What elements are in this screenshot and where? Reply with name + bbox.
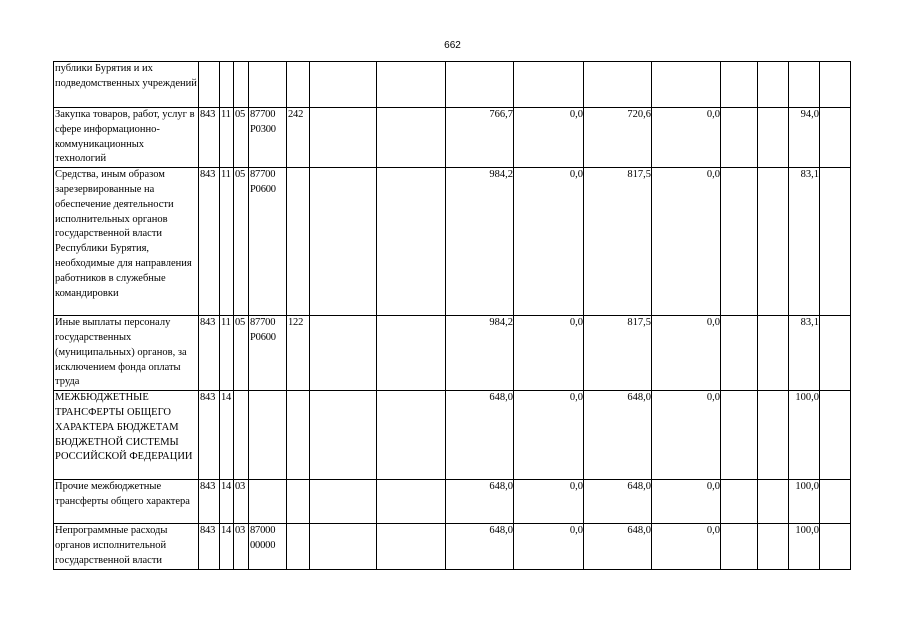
cell-vr [287, 480, 310, 524]
cell-plan-sub: 0,0 [514, 480, 584, 524]
cell-csr [249, 62, 287, 108]
cell-rz: 14 [220, 524, 234, 569]
table-row [54, 108, 851, 168]
cell-rz: 11 [220, 168, 234, 316]
cell-name: МЕЖБЮДЖЕТНЫЕ ТРАНСФЕРТЫ ОБЩЕГО ХАРАКТЕРА БЮДЖЕТАМ БЮДЖЕТНОЙ СИСТЕМЫ РОССИЙСКОЙ ФЕДЕРАЦИИ [54, 391, 199, 480]
cell-csr: 87700 P0300 [249, 108, 287, 168]
cell-pr: 05 [234, 316, 249, 391]
cell-blank [377, 108, 446, 168]
cell-blank [377, 316, 446, 391]
cell-vr [287, 168, 310, 316]
cell-blank [721, 391, 758, 480]
cell-percent [789, 62, 820, 108]
cell-plan: 648,0 [446, 391, 514, 480]
cell-blank [820, 108, 851, 168]
cell-ved: 843 [199, 316, 220, 391]
cell-blank [377, 62, 446, 108]
cell-blank [820, 524, 851, 569]
cell-fact-sub [652, 62, 721, 108]
cell-blank [820, 316, 851, 391]
cell-vr: 242 [287, 108, 310, 168]
cell-ved: 843 [199, 168, 220, 316]
cell-blank [758, 524, 789, 569]
cell-fact-sub: 0,0 [652, 108, 721, 168]
cell-rz: 11 [220, 108, 234, 168]
cell-plan: 766,7 [446, 108, 514, 168]
cell-blank [721, 316, 758, 391]
cell-blank [310, 524, 377, 569]
cell-blank [820, 480, 851, 524]
cell-rz [220, 62, 234, 108]
page-number: 662 [444, 40, 461, 51]
cell-blank [377, 391, 446, 480]
cell-name: публики Бурятия и их подведомственных учреждений [54, 62, 199, 108]
cell-blank [310, 391, 377, 480]
cell-ved [199, 62, 220, 108]
cell-blank [758, 480, 789, 524]
cell-blank [310, 480, 377, 524]
cell-blank [721, 524, 758, 569]
cell-name: Средства, иным образом зарезервированные на обеспечение деятельности исполнительных органов государственной власти Республики Бурятия, необходимые для направления работников в служебные командировки [54, 168, 199, 316]
cell-fact: 648,0 [584, 524, 652, 569]
cell-plan-sub: 0,0 [514, 524, 584, 569]
cell-blank [377, 168, 446, 316]
cell-vr [287, 391, 310, 480]
cell-ved: 843 [199, 108, 220, 168]
cell-rz: 11 [220, 316, 234, 391]
cell-percent: 94,0 [789, 108, 820, 168]
cell-pr: 03 [234, 480, 249, 524]
cell-ved: 843 [199, 391, 220, 480]
cell-fact: 720,6 [584, 108, 652, 168]
cell-plan: 648,0 [446, 524, 514, 569]
cell-csr: 87000 00000 [249, 524, 287, 569]
cell-fact-sub: 0,0 [652, 524, 721, 569]
table-row [54, 480, 851, 524]
table-row [54, 168, 851, 316]
cell-blank [820, 391, 851, 480]
cell-percent: 83,1 [789, 168, 820, 316]
cell-fact [584, 62, 652, 108]
cell-fact-sub: 0,0 [652, 316, 721, 391]
cell-percent: 100,0 [789, 391, 820, 480]
cell-percent: 100,0 [789, 524, 820, 569]
cell-blank [758, 168, 789, 316]
cell-name: Иные выплаты персоналу государственных (муниципальных) органов, за исключением фонда оплаты труда [54, 316, 199, 391]
cell-blank [721, 62, 758, 108]
cell-vr: 122 [287, 316, 310, 391]
cell-plan-sub: 0,0 [514, 316, 584, 391]
cell-csr: 87700 P0600 [249, 316, 287, 391]
cell-blank [758, 108, 789, 168]
cell-pr [234, 62, 249, 108]
cell-blank [310, 62, 377, 108]
cell-pr: 03 [234, 524, 249, 569]
cell-percent: 83,1 [789, 316, 820, 391]
table-row [54, 524, 851, 569]
table-row [54, 62, 851, 108]
cell-name: Непрограммные расходы органов исполнительной государственной власти [54, 524, 199, 569]
cell-blank [310, 108, 377, 168]
cell-plan-sub: 0,0 [514, 168, 584, 316]
cell-csr: 87700 P0600 [249, 168, 287, 316]
cell-blank [820, 168, 851, 316]
table-row [54, 391, 851, 480]
cell-blank [820, 62, 851, 108]
cell-name: Закупка товаров, работ, услуг в сфере информационно-коммуникационных технологий [54, 108, 199, 168]
cell-blank [721, 168, 758, 316]
cell-plan-sub: 0,0 [514, 391, 584, 480]
cell-plan: 984,2 [446, 316, 514, 391]
cell-blank [721, 108, 758, 168]
cell-plan-sub: 0,0 [514, 108, 584, 168]
budget-table [53, 61, 851, 570]
cell-plan-sub [514, 62, 584, 108]
cell-blank [377, 480, 446, 524]
cell-blank [758, 62, 789, 108]
cell-vr [287, 62, 310, 108]
cell-pr: 05 [234, 108, 249, 168]
cell-fact: 817,5 [584, 316, 652, 391]
cell-fact-sub: 0,0 [652, 168, 721, 316]
cell-pr: 05 [234, 168, 249, 316]
cell-fact: 817,5 [584, 168, 652, 316]
cell-blank [310, 168, 377, 316]
cell-blank [758, 316, 789, 391]
cell-fact: 648,0 [584, 480, 652, 524]
cell-pr [234, 391, 249, 480]
cell-plan: 984,2 [446, 168, 514, 316]
cell-csr [249, 391, 287, 480]
cell-fact-sub: 0,0 [652, 391, 721, 480]
cell-csr [249, 480, 287, 524]
cell-percent: 100,0 [789, 480, 820, 524]
cell-name: Прочие межбюджетные трансферты общего характера [54, 480, 199, 524]
cell-blank [721, 480, 758, 524]
cell-blank [310, 316, 377, 391]
cell-rz: 14 [220, 391, 234, 480]
cell-rz: 14 [220, 480, 234, 524]
cell-blank [377, 524, 446, 569]
cell-ved: 843 [199, 480, 220, 524]
cell-vr [287, 524, 310, 569]
cell-blank [758, 391, 789, 480]
table-row [54, 316, 851, 391]
cell-plan: 648,0 [446, 480, 514, 524]
cell-fact: 648,0 [584, 391, 652, 480]
cell-plan [446, 62, 514, 108]
cell-ved: 843 [199, 524, 220, 569]
cell-fact-sub: 0,0 [652, 480, 721, 524]
